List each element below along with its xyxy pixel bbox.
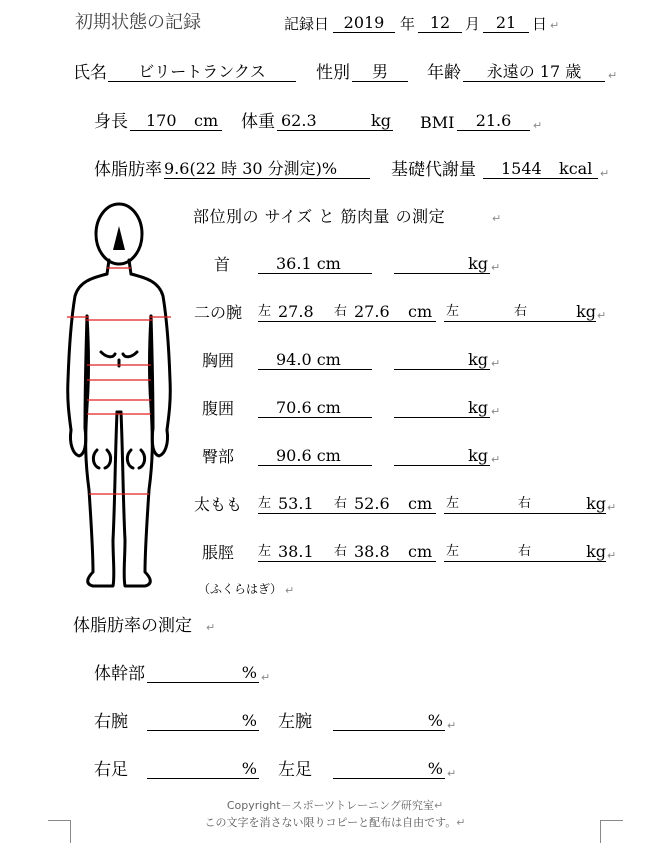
- hip-label: 臀部: [202, 447, 235, 466]
- paragraph-mark: ↵: [491, 453, 501, 466]
- fat-section-heading: 体脂肪率の測定: [73, 616, 192, 636]
- chest-size-value: 94.0 cm: [276, 350, 341, 369]
- calf-label: 脹脛: [202, 543, 235, 562]
- upper-arm-right-value: 27.6: [354, 302, 390, 321]
- day-unit: 日: [532, 15, 548, 33]
- footer-notice: [0, 817, 670, 828]
- hip-size-field[interactable]: [258, 447, 372, 466]
- calf-left-value: 38.1: [278, 542, 314, 561]
- bmr-label: 基礎代謝量: [391, 160, 476, 180]
- right-leg-label: 右足: [94, 760, 128, 780]
- paragraph-mark: ↵: [456, 816, 466, 829]
- record-date-label: 記録日: [284, 15, 330, 33]
- record-day-field[interactable]: 21: [483, 14, 529, 33]
- thigh-left-value: 53.1: [278, 494, 314, 513]
- thigh-size-field[interactable]: [258, 495, 436, 514]
- paragraph-mark: ↵: [597, 309, 607, 322]
- age-field[interactable]: 永遠の 17 歳: [463, 63, 605, 82]
- chest-muscle-field[interactable]: [394, 351, 490, 370]
- name-field[interactable]: ビリートランクス: [108, 63, 296, 82]
- paragraph-mark: ↵: [433, 799, 444, 812]
- right-mark: 右: [334, 496, 348, 511]
- margin-corner-right: [600, 820, 623, 843]
- paragraph-mark: ↵: [550, 19, 560, 32]
- right-arm-label: 右腕: [94, 712, 128, 732]
- neck-size-value: 36.1 cm: [276, 254, 341, 273]
- height-unit: cm: [194, 111, 219, 130]
- left-leg-label: 左足: [278, 760, 312, 780]
- weight-unit: kg: [371, 111, 391, 130]
- thigh-muscle-field[interactable]: [444, 495, 606, 514]
- left-leg-fat-field[interactable]: [333, 760, 445, 779]
- nose-mark: [113, 226, 125, 250]
- kg-unit: kg: [576, 302, 596, 321]
- right-mark: 右: [518, 496, 532, 511]
- paragraph-mark: ↵: [607, 549, 617, 562]
- paragraph-mark: ↵: [533, 119, 543, 132]
- paragraph-mark: ↵: [608, 69, 618, 82]
- record-month-field[interactable]: 12: [418, 14, 462, 33]
- right-mark: 右: [514, 304, 528, 319]
- paragraph-mark: ↵: [447, 719, 457, 732]
- neck-muscle-field[interactable]: [394, 255, 490, 274]
- paragraph-mark: ↵: [261, 671, 271, 684]
- thigh-label: 太もも: [194, 495, 243, 514]
- trunk-label: 体幹部: [94, 664, 145, 684]
- paragraph-mark: ↵: [600, 167, 610, 180]
- paragraph-mark: ↵: [447, 767, 457, 780]
- height-label: 身長: [94, 112, 128, 132]
- upper-arm-left-value: 27.8: [278, 302, 314, 321]
- upper-arm-label: 二の腕: [194, 303, 243, 322]
- left-arm-fat-field[interactable]: [333, 712, 445, 731]
- kg-unit: kg: [468, 350, 488, 369]
- gender-label: 性別: [316, 63, 350, 83]
- left-mark: 左: [258, 496, 272, 511]
- left-mark: 左: [258, 304, 272, 319]
- paragraph-mark: ↵: [491, 405, 501, 418]
- calf-size-field[interactable]: [258, 543, 436, 562]
- measurement-heading: 部位別の サイズ と 筋肉量 の測定: [193, 207, 446, 226]
- abdomen-size-value: 70.6 cm: [276, 398, 341, 417]
- cm-unit: cm: [408, 542, 433, 561]
- month-unit: 月: [465, 15, 481, 33]
- bmr-field[interactable]: [483, 160, 598, 179]
- left-mark: 左: [446, 544, 460, 559]
- right-mark: 右: [334, 304, 348, 319]
- neck-size-field[interactable]: [258, 255, 372, 274]
- calf-muscle-field[interactable]: [444, 543, 606, 562]
- left-mark: 左: [258, 544, 272, 559]
- bmi-label: BMI: [420, 113, 455, 132]
- percent-unit: %: [427, 711, 443, 730]
- paragraph-mark: ↵: [492, 212, 502, 225]
- left-mark: 左: [446, 496, 460, 511]
- kg-unit: kg: [586, 494, 606, 513]
- height-value: 170: [146, 111, 177, 130]
- hip-muscle-field[interactable]: [394, 447, 490, 466]
- kg-unit: kg: [468, 254, 488, 273]
- weight-value: 62.3: [281, 111, 317, 130]
- calf-reading-note: （ふくらはぎ）: [198, 582, 283, 596]
- kg-unit: kg: [468, 398, 488, 417]
- body-figure: [57, 200, 177, 592]
- thigh-right-value: 52.6: [354, 494, 390, 513]
- margin-corner-left: [48, 820, 71, 843]
- paragraph-mark: ↵: [491, 261, 501, 274]
- gender-field[interactable]: 男: [352, 63, 408, 82]
- kg-unit: kg: [586, 542, 606, 561]
- weight-field[interactable]: [277, 112, 393, 131]
- percent-unit: %: [241, 663, 257, 682]
- cm-unit: cm: [408, 302, 433, 321]
- calf-right-value: 38.8: [354, 542, 390, 561]
- right-mark: 右: [518, 544, 532, 559]
- chest-size-field[interactable]: [258, 351, 372, 370]
- upper-arm-size-field[interactable]: [258, 303, 436, 322]
- copyright-text: Copyright－スポーツトレーニング研究室: [226, 799, 434, 812]
- paragraph-mark: ↵: [491, 357, 501, 370]
- height-field[interactable]: [130, 112, 222, 131]
- neck-label: 首: [214, 255, 231, 274]
- weight-label: 体重: [241, 112, 275, 132]
- paragraph-mark: ↵: [206, 621, 216, 634]
- page-title: 初期状態の記録: [75, 12, 201, 33]
- trunk-fat-field[interactable]: [147, 664, 259, 683]
- abdomen-muscle-field[interactable]: [394, 399, 490, 418]
- percent-unit: %: [427, 759, 443, 778]
- name-label: 氏名: [73, 63, 107, 83]
- paragraph-mark: ↵: [607, 501, 617, 514]
- fat-field[interactable]: 9.6(22 時 30 分測定)%: [164, 160, 370, 179]
- abdomen-size-field[interactable]: [258, 399, 372, 418]
- abdomen-label: 腹囲: [202, 399, 235, 418]
- percent-unit: %: [241, 711, 257, 730]
- chest-label: 胸囲: [202, 351, 235, 370]
- right-leg-fat-field[interactable]: [147, 760, 259, 779]
- upper-arm-muscle-field[interactable]: [444, 303, 596, 322]
- right-arm-fat-field[interactable]: [147, 712, 259, 731]
- left-mark: 左: [446, 304, 460, 319]
- footer-copyright: [0, 800, 670, 811]
- year-unit: 年: [400, 15, 416, 33]
- bmr-unit: kcal: [559, 159, 593, 178]
- left-arm-label: 左腕: [278, 712, 312, 732]
- cm-unit: cm: [408, 494, 433, 513]
- percent-unit: %: [241, 759, 257, 778]
- right-mark: 右: [334, 544, 348, 559]
- hip-size-value: 90.6 cm: [276, 446, 341, 465]
- bmi-field[interactable]: 21.6: [457, 112, 530, 131]
- kg-unit: kg: [468, 446, 488, 465]
- paragraph-mark: ↵: [285, 584, 295, 597]
- fat-label: 体脂肪率: [94, 160, 162, 180]
- bmr-value: 1544: [501, 159, 542, 178]
- record-year-field[interactable]: 2019: [333, 14, 395, 33]
- age-label: 年齢: [427, 63, 461, 83]
- notice-text: この文字を消さない限りコピーと配布は自由です。: [204, 816, 457, 829]
